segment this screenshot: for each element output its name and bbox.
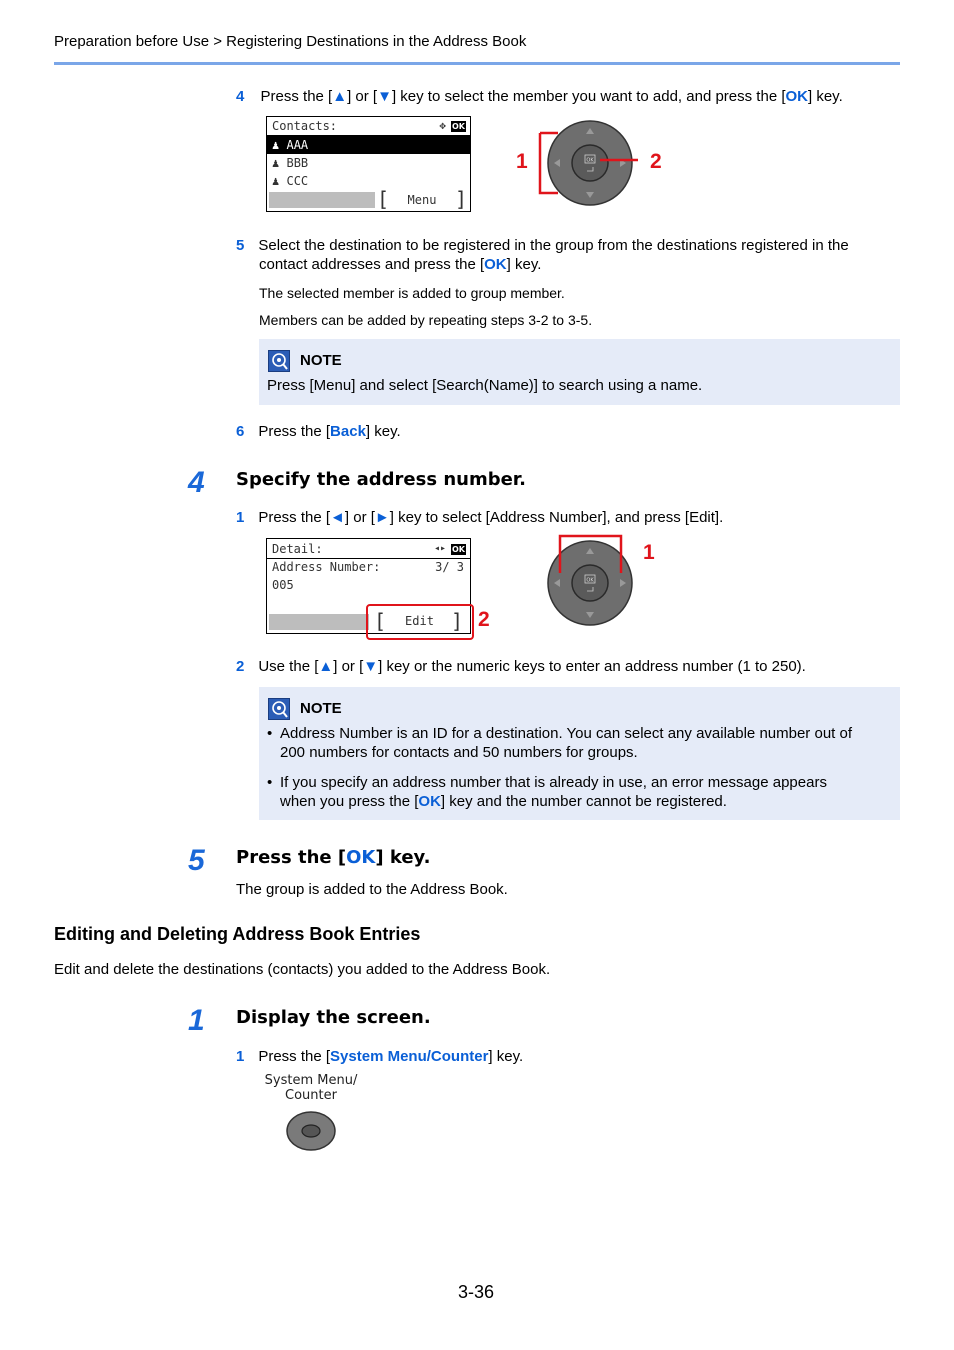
- header-rule: [54, 62, 900, 65]
- note-bullet: Address Number is an ID for a destination. You can select any available number out of 200 numbers for contacts and 50 numbers for groups.: [280, 725, 852, 761]
- ok-key-label: OK: [484, 256, 507, 273]
- svg-text:OK: OK: [586, 577, 594, 584]
- note-box: [259, 687, 900, 820]
- step4-sub1: 1 Press the [◄] or [►] key to select [Address Number], and press [Edit].: [236, 509, 724, 526]
- left-arrow-icon: ◄: [330, 509, 345, 526]
- back-key-label: Back: [330, 423, 366, 440]
- person-icon: ♟: [272, 174, 280, 188]
- major-step-number: 4: [188, 466, 205, 499]
- step-heading: Press the [OK] key.: [236, 847, 431, 868]
- breadcrumb: Preparation before Use > Registering Destinations in the Address Book: [54, 33, 527, 50]
- step-a5-sub1: The selected member is added to group member.: [259, 285, 565, 301]
- note-box: [259, 339, 900, 405]
- note-text: Press [Menu] and select [Search(Name)] to search using a name.: [267, 377, 703, 394]
- lcd-title: Contacts:: [272, 119, 338, 133]
- step-number: 4: [236, 88, 245, 105]
- ok-badge-icon: OK: [452, 545, 465, 554]
- step-heading: Specify the address number.: [236, 469, 526, 490]
- ok-key-label: OK: [785, 88, 808, 105]
- softkey-left-blank: [269, 192, 375, 208]
- step4-sub2: 2 Use the [▲] or [▼] key or the numeric keys to enter an address number (1 to 250).: [236, 658, 806, 675]
- bullet-marker: •: [267, 725, 273, 742]
- step-a4: 4 Press the [▲] or [▼] key to select the member you want to add, and press the [OK] key.: [236, 88, 843, 105]
- callout-2: 2: [478, 608, 490, 631]
- up-arrow-icon: ▲: [332, 88, 348, 105]
- svg-text:OK: OK: [586, 157, 594, 164]
- edit-highlight-box: [366, 604, 474, 640]
- step-number: 5: [236, 237, 245, 254]
- down-arrow-icon: ▼: [363, 658, 379, 675]
- left-right-arrow-icon: ◂▸: [433, 543, 446, 554]
- section-text: Edit and delete the destinations (contacts) you added to the Address Book.: [54, 961, 551, 978]
- ok-badge-icon: OK: [452, 122, 465, 131]
- up-arrow-icon: ▲: [318, 658, 334, 675]
- four-way-arrow-icon: ✥: [439, 119, 446, 132]
- ok-key-label: OK: [346, 847, 376, 868]
- note-icon: [268, 698, 290, 720]
- major-step-number: 1: [188, 1004, 205, 1037]
- lcd-row[interactable]: ♟ CCC: [272, 174, 309, 188]
- down-arrow-icon: ▼: [377, 88, 392, 105]
- note-icon: [268, 350, 290, 372]
- ok-key-label: OK: [418, 793, 441, 810]
- key-label: System Menu/ Counter: [264, 1073, 358, 1103]
- person-icon: ♟: [272, 138, 280, 152]
- softkey-edit[interactable]: [ Edit ]: [374, 609, 463, 633]
- step-number: 2: [236, 658, 245, 675]
- callout-2: 2: [650, 150, 662, 173]
- step-number: 1: [236, 1048, 245, 1065]
- navigation-keypad-2[interactable]: [544, 533, 638, 629]
- note-title: NOTE: [300, 352, 342, 369]
- section-title: Editing and Deleting Address Book Entries: [54, 924, 421, 944]
- bullet-marker: •: [267, 774, 273, 791]
- major-step-number: 5: [188, 844, 205, 877]
- callout-1: 1: [643, 541, 655, 564]
- lcd-title: Detail:: [272, 542, 323, 556]
- right-arrow-icon: ►: [374, 509, 390, 526]
- note-bullet: If you specify an address number that is already in use, an error message appears when you press the [OK] key and the number cannot be registered.: [280, 774, 827, 810]
- system-menu-key-label: System Menu/Counter: [330, 1048, 489, 1065]
- page-number: 3-36: [458, 1282, 495, 1302]
- softkey-menu[interactable]: [ Menu ]: [377, 187, 467, 211]
- lcd-row[interactable]: ♟ BBB: [272, 156, 309, 170]
- lcd-row-selected[interactable]: ♟ AAA: [267, 136, 470, 154]
- lcd-row: 005: [272, 578, 294, 592]
- step1-sub1: 1 Press the [System Menu/Counter] key.: [236, 1048, 524, 1065]
- step-heading: Display the screen.: [236, 1007, 431, 1028]
- step-number: 6: [236, 423, 245, 440]
- lcd-screen-contacts: [266, 116, 471, 212]
- step-a6: 6 Press the [Back] key.: [236, 423, 401, 440]
- step5-text: The group is added to the Address Book.: [236, 881, 508, 898]
- system-menu-key-button[interactable]: [285, 1110, 337, 1152]
- step-a5: 5 Select the destination to be registered in the group from the destinations registered in the contact addresses and press the [OK] key.: [236, 237, 849, 273]
- navigation-keypad-1[interactable]: [530, 118, 650, 208]
- callout-1: 1: [516, 150, 528, 173]
- note-title: NOTE: [300, 700, 342, 717]
- softkey-left-blank: [269, 614, 369, 630]
- step-a5-sub2: Members can be added by repeating steps 3-2 to 3-5.: [259, 312, 593, 328]
- person-icon: ♟: [272, 156, 280, 170]
- step-number: 1: [236, 509, 245, 526]
- lcd-row: Address Number: 3/ 3: [272, 560, 464, 574]
